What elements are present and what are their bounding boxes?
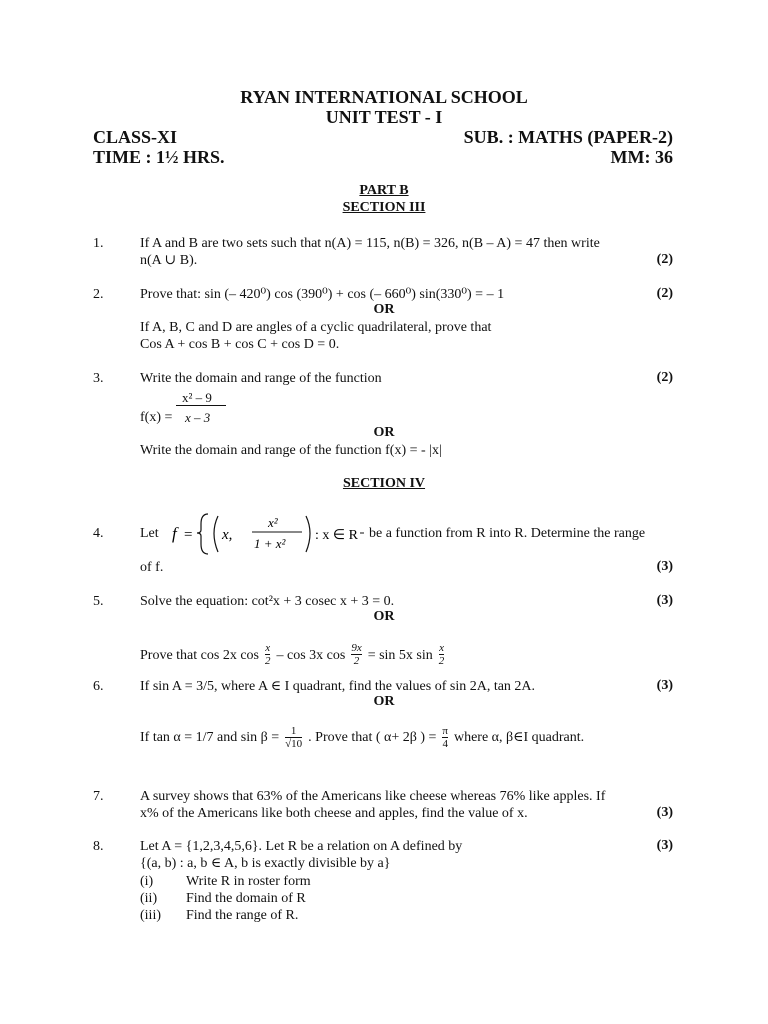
q3-fx-label: f(x) =: [140, 410, 173, 425]
or-label: OR: [373, 609, 395, 624]
q4-set-cond: : x ∈ R: [315, 528, 358, 543]
q5-text: Solve the equation: cot²x + 3 cosec x + 3 = 0.: [140, 594, 395, 609]
q1-text-line1: If A and B are two sets such that n(A) = 115, n(B) = 326, n(B – A) = 47 then write: [140, 236, 600, 251]
q3-fraction-denominator: x – 3: [185, 410, 211, 425]
school-name: RYAN INTERNATIONAL SCHOOL: [240, 87, 528, 107]
q7-text-line2: x% of the Americans like both cheese and apples, find the value of x.: [140, 806, 528, 821]
right-paren-icon: [306, 516, 310, 552]
q8-sub-text: Write R in roster form: [186, 874, 311, 889]
q6-marks: (3): [656, 678, 673, 693]
or-label: OR: [373, 302, 395, 317]
q3-text: Write the domain and range of the function: [140, 371, 382, 386]
q3-alt-text: Write the domain and range of the function f(x) = - |x|: [140, 443, 442, 458]
q8-sub-label: (i): [140, 874, 154, 889]
q2-alt-line1: If A, B, C and D are angles of a cyclic quadrilateral, prove that: [140, 320, 492, 335]
section-3-heading: SECTION III: [342, 200, 426, 215]
q5-alt-part1: Prove that cos 2x cos: [140, 647, 259, 663]
q5-marks: (3): [656, 593, 673, 608]
subject-label: SUB. : MATHS (PAPER-2): [463, 127, 673, 147]
q4-set-definition: [168, 506, 364, 560]
or-label: OR: [373, 694, 395, 709]
q3-marks: (2): [656, 370, 673, 385]
q8-sub-label: (iii): [140, 908, 161, 923]
q7-number: 7.: [93, 789, 104, 804]
q8-number: 8.: [93, 839, 104, 854]
q4-marks: (3): [656, 559, 673, 574]
q5-alt-part2: – cos 3x cos: [276, 647, 346, 663]
max-marks-label: MM: 36: [610, 147, 673, 167]
q6-text: If sin A = 3/5, where A ∈ I quadrant, find the values of sin 2A, tan 2A.: [140, 679, 536, 694]
q5-fraction-2: $\frac{9x}{2}$: [351, 642, 362, 667]
q1-marks: (2): [656, 252, 673, 267]
q6-alt-part1: If tan α = 1/7 and sin β =: [140, 730, 280, 745]
q2-alt-line2: Cos A + cos B + cos C + cos D = 0.: [140, 337, 340, 352]
q4-text-line2: of f.: [140, 560, 164, 575]
class-label: CLASS-XI: [93, 127, 178, 147]
q6-alt-part2: . Prove that ( α+ 2β ) =: [308, 730, 437, 745]
q8-text-line1: Let A = {1,2,3,4,5,6}. Let R be a relation on A defined by: [140, 839, 463, 854]
q4-let: Let: [140, 526, 159, 541]
q3-fraction-numerator: x² – 9: [182, 390, 212, 405]
q5-number: 5.: [93, 594, 104, 609]
q2-marks: (2): [656, 286, 673, 301]
q1-number: 1.: [93, 236, 104, 251]
q4-text-rest: be a function from R into R. Determine the range: [369, 526, 646, 541]
q5-fraction-3: $\frac{x}{2}$: [438, 642, 445, 667]
q1-text-line2: n(A ∪ B).: [140, 253, 198, 268]
q4-set-num: x²: [268, 515, 278, 530]
q7-text-line1: A survey shows that 63% of the Americans like cheese whereas 76% like apples. If: [140, 789, 606, 804]
q4-number: 4.: [93, 526, 104, 541]
q3-fraction-bar: [176, 405, 226, 406]
part-heading: PART B: [359, 183, 409, 198]
section-4-heading: SECTION IV: [342, 476, 426, 491]
q6-alt-part3: where α, β∈I quadrant.: [453, 730, 585, 745]
q6-fraction-pi: $\frac{\pi}{4}$: [442, 725, 448, 750]
q2-number: 2.: [93, 287, 104, 302]
q3-number: 3.: [93, 371, 104, 386]
left-brace-icon: [197, 514, 208, 554]
q6-number: 6.: [93, 679, 104, 694]
q6-fraction-beta: $\frac{1}{√10}$: [285, 725, 303, 750]
time-label: TIME : 1½ HRS.: [93, 147, 225, 167]
q8-sub-label: (ii): [140, 891, 158, 906]
q4-set-f: f: [172, 524, 177, 543]
q8-sub-text: Find the domain of R: [186, 891, 306, 906]
q8-sub-text: Find the range of R.: [186, 908, 299, 923]
q8-text-line2: {(a, b) : a, b ∈ A, b is exactly divisible by a}: [140, 856, 391, 871]
test-name: UNIT TEST - I: [325, 107, 443, 127]
q8-marks: (3): [656, 838, 673, 853]
q4-set-eq: =: [184, 527, 193, 543]
q2-text: Prove that: sin (– 420⁰) cos (390⁰) + cos (– 660⁰) sin(330⁰) = – 1: [140, 287, 505, 302]
q4-set-den: 1 + x²: [254, 536, 286, 551]
or-label: OR: [373, 425, 395, 440]
q7-marks: (3): [656, 805, 673, 820]
q5-alt-line: [140, 643, 450, 667]
q6-alt-line: [140, 725, 584, 750]
q5-alt-part3: = sin 5x sin: [367, 647, 433, 663]
q5-fraction-1: $\frac{x}{2}$: [264, 642, 271, 667]
left-paren-icon: [214, 516, 218, 552]
q4-set-x: x,: [222, 527, 233, 543]
